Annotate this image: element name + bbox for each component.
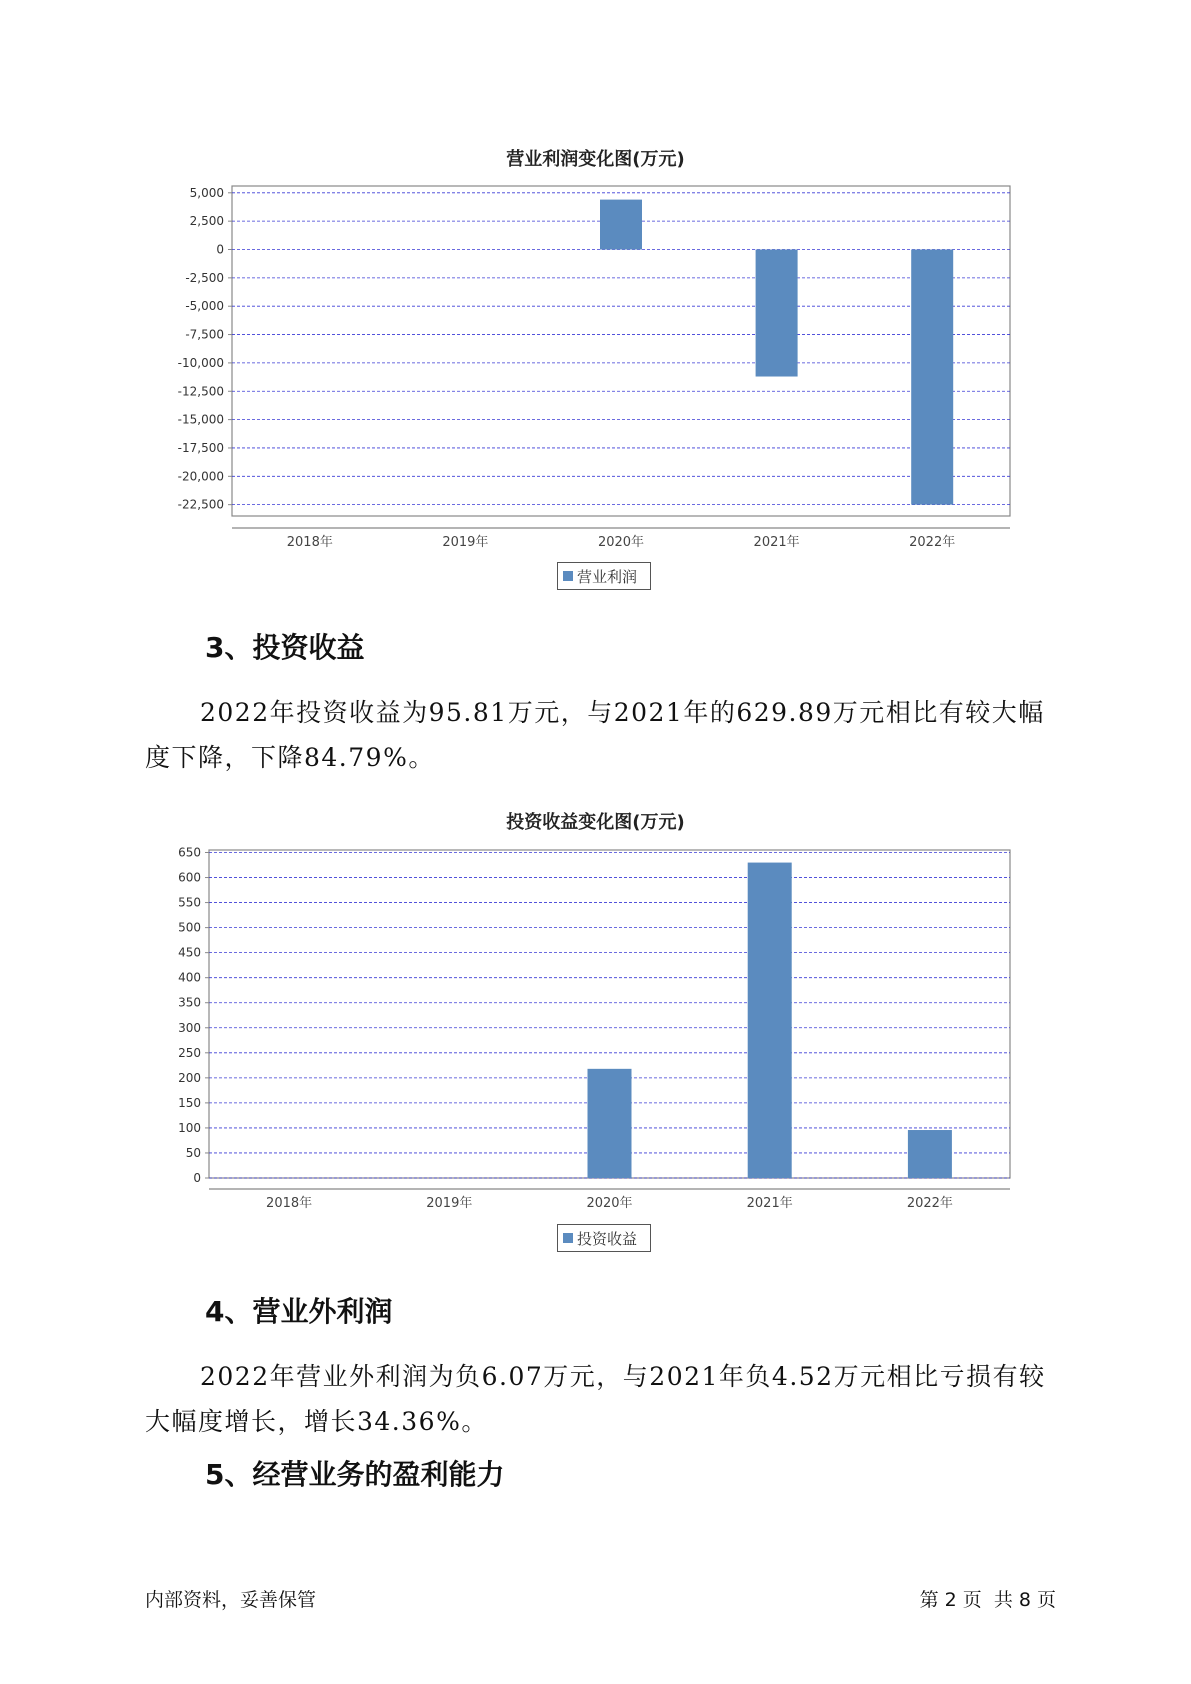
chart-title: 营业利润变化图(万元) (506, 149, 685, 170)
x-tick-label: 2021年 (753, 535, 800, 550)
section-heading: 5、经营业务的盈利能力 (205, 1458, 505, 1491)
bar (748, 863, 792, 1178)
chart-title: 投资收益变化图(万元) (506, 812, 685, 833)
bar (908, 1130, 952, 1178)
y-tick-label: 50 (185, 1145, 201, 1160)
x-tick-label: 2018年 (266, 1196, 313, 1211)
y-tick-label: 5,000 (189, 185, 224, 200)
chart-legend (557, 1224, 651, 1252)
x-tick-label: 2018年 (286, 535, 333, 550)
y-tick-label: 650 (178, 845, 201, 860)
page-number: 第 2 页 共 8 页 (919, 1589, 1056, 1611)
y-tick-label: -15,000 (177, 412, 224, 427)
legend-label: 营业利润 (577, 567, 638, 586)
section-heading: 3、投资收益 (205, 631, 365, 664)
legend-swatch-icon (563, 1233, 573, 1243)
y-tick-label: -5,000 (185, 299, 224, 314)
y-tick-label: -2,500 (185, 270, 224, 285)
x-tick-label: 2019年 (442, 535, 489, 550)
x-tick-label: 2022年 (906, 1196, 953, 1211)
x-tick-label: 2022年 (909, 535, 956, 550)
y-tick-label: 100 (178, 1120, 201, 1135)
legend-label: 投资收益 (577, 1229, 638, 1248)
y-tick-label: 0 (216, 242, 224, 257)
y-tick-label: -12,500 (177, 384, 224, 399)
y-tick-label: 500 (178, 920, 201, 935)
bar (588, 1069, 632, 1178)
x-tick-label: 2019年 (426, 1196, 473, 1211)
y-tick-label: -20,000 (177, 469, 224, 484)
footer-left: 内部资料，妥善保管 (145, 1589, 317, 1611)
y-tick-label: 250 (178, 1045, 201, 1060)
y-tick-label: 350 (178, 995, 201, 1010)
y-tick-label: 400 (178, 970, 201, 985)
y-tick-label: 2,500 (189, 214, 224, 229)
y-tick-label: -7,500 (185, 327, 224, 342)
section-paragraph: 2022年投资收益为95.81万元，与2021年的629.89万元相比有较大幅度下降，下降84.79%。 (145, 698, 1045, 772)
y-tick-label: -17,500 (177, 440, 224, 455)
y-tick-label: 300 (178, 1020, 201, 1035)
y-tick-label: -10,000 (177, 355, 224, 370)
section-heading: 4、营业外利润 (205, 1295, 393, 1328)
y-tick-label: 0 (193, 1171, 201, 1185)
y-tick-label: 150 (178, 1095, 201, 1110)
x-tick-label: 2021年 (746, 1196, 793, 1211)
y-tick-label: 550 (178, 895, 201, 910)
y-tick-label: 200 (178, 1070, 201, 1085)
y-tick-label: 450 (178, 945, 201, 960)
x-tick-label: 2020年 (586, 1196, 633, 1211)
y-tick-label: 600 (178, 870, 201, 885)
y-tick-label: -22,500 (177, 497, 224, 512)
section-paragraph: 2022年营业外利润为负6.07万元，与2021年负4.52万元相比亏损有较大幅度增长，增长34.36%。 (145, 1362, 1046, 1436)
x-tick-label: 2020年 (597, 535, 645, 550)
